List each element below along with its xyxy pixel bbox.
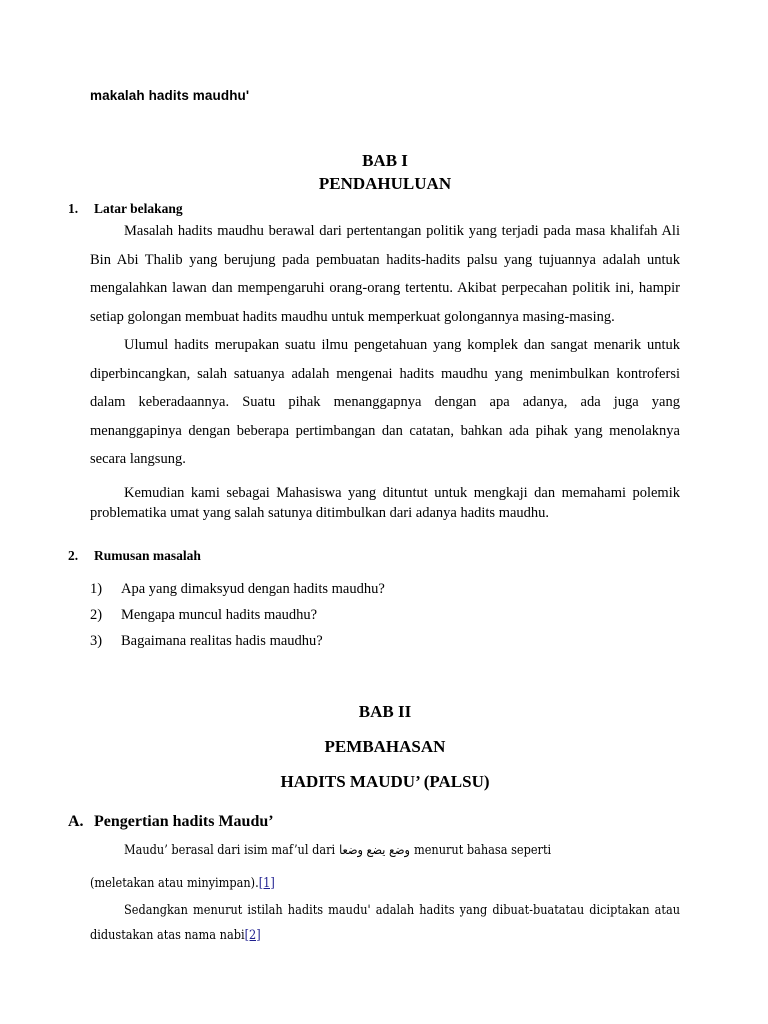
paragraph-pengertian-2 [90,870,680,895]
paragraph-latar-2: Ulumul hadits merupakan suatu ilmu pengetahuan yang komplek dan sangat menarik untuk diperbincangkan, salah satuanya adalah mengenai hadits maudhu yang menimbulkan kontrofersi dalam keberadaannya. Suatu pihak menanggapnya dengan apa adanya, ada juga yang menanggapinya dengan beberapa pertimbangan dan catatan, bahkan ada pihak yang menolaknya secara langsung. [90,337,680,468]
bab1-heading: BAB I [362,151,408,171]
section-heading-rumusan-masalah [68,548,680,564]
list-item-text: Bagaimana realitas hadis maudhu? [121,632,323,649]
document-title: makalah hadits maudhu' [90,88,250,103]
section-heading-pengertian [68,813,680,831]
section-number: 2. [68,547,79,563]
paragraph-pengertian-3 [90,897,680,947]
paragraph-latar-3: Kemudian kami sebagai Mahasiswa yang dituntut untuk mengkaji dan memahami polemik problematika umat yang salah satunya ditimbulkan dari adanya hadits maudhu. [90,484,680,521]
arabic-term: وضع يضع وضعا [339,841,410,857]
pengertian-meaning-text: (meletakan atau minyimpan). [90,874,259,890]
section-letter: A. [68,812,84,830]
paragraph-pengertian-1 [90,831,680,868]
list-item-marker: 3) [90,632,103,649]
list-item-text: Apa yang dimaksyud dengan hadits maudhu? [121,580,385,597]
section-title: Pengertian hadits Maudu’ [94,812,274,830]
section-title: Latar belakang [94,201,183,217]
pengertian-body [90,831,680,947]
footnote-link-1[interactable]: [1] [258,874,275,890]
bab1-subheading: PENDAHULUAN [318,173,452,193]
document-content [68,88,680,947]
list-item-marker: 1) [90,580,103,597]
list-item-marker: 2) [90,606,103,623]
section-heading-latar-belakang [68,201,680,217]
section-number: 1. [68,201,79,217]
list-item [90,633,680,650]
footnote-link-2[interactable]: [2] [244,926,261,942]
list-item [90,581,680,598]
list-item-text: Mengapa muncul hadits maudhu? [121,606,318,623]
pengertian-text-after: menurut bahasa seperti [413,841,552,857]
paragraph-latar-1: Masalah hadits maudhu berawal dari pertentangan politik yang terjadi pada masa khalifah Ali Bin Abi Thalib yang berujung pada pembuatan hadits-hadits palsu yang tujuannya adalah untuk mengalahkan lawan dan mempengaruhi orang-orang tertentu. Akibat perpecahan politik ini, hampir setiap golongan membuat hadits maudhu untuk memperkuat golongannya masing-masing. [90,223,680,325]
bab2-subheading: PEMBAHASAN [324,736,446,756]
bab1-heading-block [90,150,680,195]
bab2-heading-block [90,694,680,799]
rumusan-question-list [90,581,680,650]
pengertian-text-before: Maudu’ berasal dari isim maf’ul dari [124,841,336,857]
bab2-heading: BAB II [358,701,412,721]
pengertian-istilah-text: Sedangkan menurut istilah hadits maudu' adalah hadits yang dibuat-buatatau diciptakan atau didustakan atas nama nabi [90,901,680,942]
list-item [90,607,680,624]
bab2-topic: HADITS MAUDU’ (PALSU) [280,771,490,791]
section-title: Rumusan masalah [94,547,201,563]
